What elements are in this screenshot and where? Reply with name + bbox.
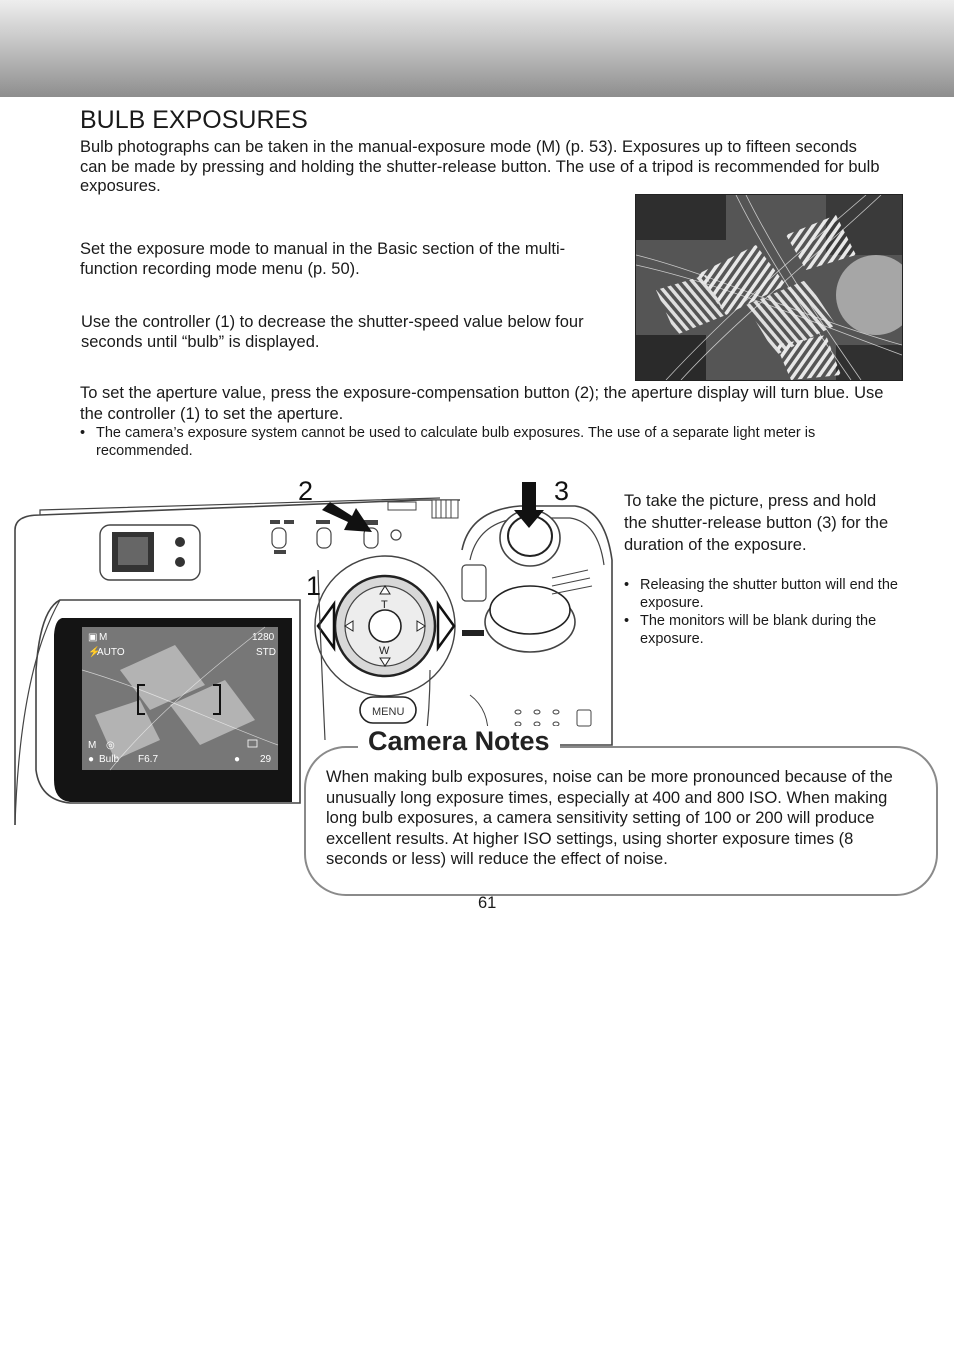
menu-button-label: MENU <box>372 706 405 718</box>
crosswalk-photo-graphic <box>636 195 902 380</box>
intro-paragraph: Bulb photographs can be taken in the manual-exposure mode (M) (p. 53). Exposures up to fifteen seconds can be made by pressing and holding the shutter-release button. The use of a tripod is recommended for bulb exposures. <box>80 138 880 195</box>
lcd-shutter: Bulb <box>99 754 120 765</box>
lcd-flash: AUTO <box>97 647 125 658</box>
svg-text:⚡: ⚡ <box>88 647 101 658</box>
lcd-quality: STD <box>256 647 276 658</box>
bullet-mark: • <box>624 577 630 593</box>
lcd-aperture: F6.7 <box>138 754 159 765</box>
lcd-mode: M <box>99 632 108 643</box>
crosswalk-photo <box>635 194 903 381</box>
side-bullet-2-text: The monitors will be blank during the exposure. <box>640 613 877 647</box>
lcd-frames: 29 <box>260 754 272 765</box>
bullet-mark: • <box>80 425 86 441</box>
side-bullet-1-text: Releasing the shutter button will end the exposure. <box>640 577 898 611</box>
bullet-note <box>80 424 895 460</box>
controller-w-label: W <box>379 645 390 657</box>
shutter-instruction: To take the picture, press and hold the shutter-release button (3) for the duration of the exposure. <box>624 492 889 554</box>
header-bar <box>0 0 954 97</box>
camera-notes-title: Camera Notes <box>358 726 560 757</box>
step-2-paragraph: Use the controller (1) to decrease the shutter-speed value below four seconds until “bulb” is displayed. <box>81 313 584 351</box>
side-bullet-2 <box>624 612 904 648</box>
lcd-exposure-mode: M <box>88 740 97 751</box>
lcd-resolution: 1280 <box>252 632 275 643</box>
page-title: BULB EXPOSURES <box>80 106 308 134</box>
svg-text:▣: ▣ <box>88 632 98 643</box>
bullet-mark: • <box>624 613 630 629</box>
side-bullet-1 <box>624 576 904 612</box>
camera-notes-text: When making bulb exposures, noise can be more pronounced because of the unusually long exposure times, especially at 400 and 800 ISO. When making long bulb exposures, a camera sensitivity setting of 100 or 200 will produce excellent results. At higher ISO settings, using shorter exposure times (8 seconds or less) will reduce the effect of noise. <box>326 768 893 869</box>
svg-text:●: ● <box>234 754 241 765</box>
callout-3: 3 <box>554 476 570 506</box>
step-3-paragraph: To set the aperture value, press the exposure-compensation button (2); the aperture display will turn blue. Use the controller (1) to set the aperture. <box>80 384 884 423</box>
svg-text:●: ● <box>88 754 95 765</box>
svg-text:◎: ◎ <box>106 740 115 751</box>
step-1-paragraph: Set the exposure mode to manual in the Basic section of the multi-function recording mode menu (p. 50). <box>80 240 566 278</box>
callout-1: 1 <box>306 571 322 601</box>
callout-2: 2 <box>298 476 314 506</box>
bullet-text: The camera’s exposure system cannot be used to calculate bulb exposures. The use of a separate light meter is recommended. <box>96 425 816 459</box>
controller-t-label: T <box>381 599 388 611</box>
page-number: 61 <box>478 894 497 912</box>
